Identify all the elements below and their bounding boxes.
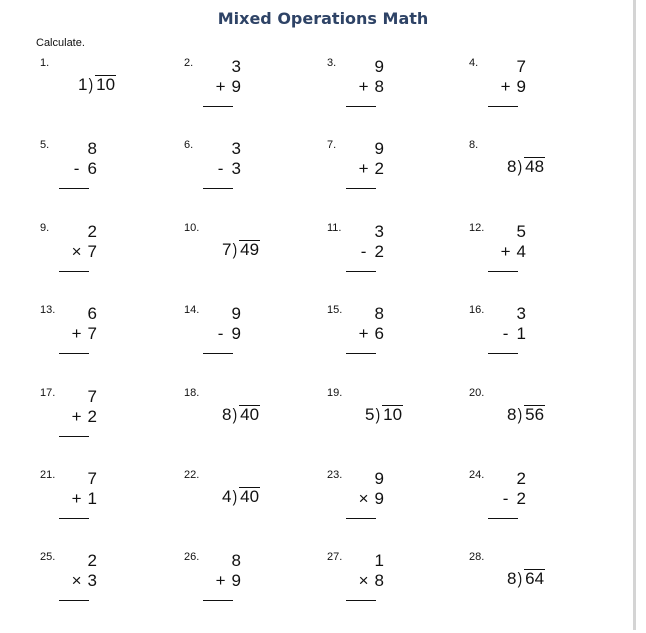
operator-line	[70, 489, 97, 509]
operator: ×	[71, 242, 82, 261]
answer-line[interactable]	[59, 353, 89, 354]
operator-line	[70, 242, 97, 262]
top-operand: 9	[374, 469, 384, 488]
problem-23	[327, 469, 437, 551]
bottom-operand: 9	[231, 77, 241, 96]
dividend: 10	[383, 405, 403, 424]
problem-number: 25.	[40, 551, 56, 563]
problem-number: 15.	[327, 304, 343, 316]
problem-3	[327, 57, 437, 139]
top-operand: 9	[374, 139, 384, 158]
problem-4	[469, 57, 579, 139]
problem-number: 26.	[184, 551, 200, 563]
top-operand: 1	[374, 551, 384, 570]
bottom-operand: 3	[231, 159, 241, 178]
problem-number: 21.	[40, 469, 56, 481]
problem-number: 23.	[327, 469, 343, 481]
answer-line[interactable]	[346, 271, 376, 272]
problem-10	[184, 222, 294, 304]
problem-number: 8.	[469, 139, 479, 151]
answer-line[interactable]	[346, 106, 376, 107]
operator: +	[71, 407, 82, 426]
operator: +	[358, 324, 369, 343]
problem-26	[184, 551, 294, 633]
problem-number: 27.	[327, 551, 343, 563]
problem-9	[40, 222, 150, 304]
bottom-operand: 1	[516, 324, 526, 343]
operator-line	[214, 159, 241, 179]
answer-line[interactable]	[59, 188, 89, 189]
operator-line	[357, 242, 384, 262]
operator: ×	[358, 571, 369, 590]
top-operand: 3	[231, 139, 241, 158]
long-division	[78, 75, 116, 95]
problem-14	[184, 304, 294, 386]
bottom-operand: 6	[374, 324, 384, 343]
operator-line	[499, 77, 526, 97]
problem-22	[184, 469, 294, 551]
bottom-operand: 2	[374, 242, 384, 261]
answer-line[interactable]	[203, 353, 233, 354]
answer-line[interactable]	[346, 600, 376, 601]
operator-line	[357, 324, 384, 344]
answer-line[interactable]	[203, 600, 233, 601]
operator: +	[215, 571, 226, 590]
bottom-operand: 9	[374, 489, 384, 508]
answer-line[interactable]	[59, 518, 89, 519]
top-operand: 2	[87, 551, 97, 570]
divisor: 8	[507, 569, 517, 588]
division-bracket-icon: )	[233, 240, 238, 259]
problem-21	[40, 469, 150, 551]
bottom-operand: 8	[374, 571, 384, 590]
operator-line	[499, 489, 526, 509]
top-operand: 8	[231, 551, 241, 570]
answer-line[interactable]	[488, 271, 518, 272]
operator-line	[357, 489, 384, 509]
division-bracket-icon: )	[233, 487, 238, 506]
problem-number: 5.	[40, 139, 50, 151]
top-operand: 9	[374, 57, 384, 76]
bottom-operand: 1	[87, 489, 97, 508]
answer-line[interactable]	[59, 271, 89, 272]
bottom-operand: 2	[516, 489, 526, 508]
long-division	[507, 569, 545, 589]
operator-line	[357, 571, 384, 591]
top-operand: 7	[516, 57, 526, 76]
top-operand: 7	[87, 469, 97, 488]
instructions: Calculate.	[36, 37, 85, 49]
answer-line[interactable]	[488, 106, 518, 107]
problem-11	[327, 222, 437, 304]
problem-6	[184, 139, 294, 221]
answer-line[interactable]	[488, 353, 518, 354]
bottom-operand: 2	[374, 159, 384, 178]
operator-line	[499, 242, 526, 262]
problem-number: 28.	[469, 551, 485, 563]
top-operand: 2	[87, 222, 97, 241]
problem-12	[469, 222, 579, 304]
problem-8	[469, 139, 579, 221]
long-division	[507, 405, 545, 425]
problem-7	[327, 139, 437, 221]
operator: -	[360, 242, 367, 261]
answer-line[interactable]	[59, 600, 89, 601]
bottom-operand: 3	[87, 571, 97, 590]
top-operand: 6	[87, 304, 97, 323]
top-operand: 3	[231, 57, 241, 76]
top-operand: 8	[87, 139, 97, 158]
dividend: 64	[525, 569, 545, 588]
bottom-operand: 7	[87, 242, 97, 261]
problem-28	[469, 551, 579, 633]
problem-number: 9.	[40, 222, 50, 234]
problem-number: 10.	[184, 222, 200, 234]
bottom-operand: 8	[374, 77, 384, 96]
top-operand: 7	[87, 387, 97, 406]
problem-17	[40, 387, 150, 469]
top-operand: 2	[516, 469, 526, 488]
operator: +	[358, 159, 369, 178]
dividend: 40	[240, 405, 260, 424]
operator: -	[502, 324, 509, 343]
problem-number: 2.	[184, 57, 194, 69]
answer-line[interactable]	[203, 188, 233, 189]
problem-number: 3.	[327, 57, 337, 69]
dividend: 40	[240, 487, 260, 506]
dividend: 49	[240, 240, 260, 259]
top-operand: 3	[516, 304, 526, 323]
operator: ×	[71, 571, 82, 590]
answer-line[interactable]	[346, 518, 376, 519]
problem-24	[469, 469, 579, 551]
bottom-operand: 7	[87, 324, 97, 343]
problem-number: 18.	[184, 387, 200, 399]
bottom-operand: 4	[516, 242, 526, 261]
long-division	[507, 157, 545, 177]
operator-line	[70, 571, 97, 591]
bottom-operand: 9	[231, 571, 241, 590]
divisor: 8	[222, 405, 232, 424]
divisor: 7	[222, 240, 232, 259]
division-bracket-icon: )	[518, 405, 523, 424]
answer-line[interactable]	[346, 353, 376, 354]
operator: +	[71, 324, 82, 343]
bottom-operand: 2	[87, 407, 97, 426]
operator: -	[217, 324, 224, 343]
top-operand: 5	[516, 222, 526, 241]
divisor: 1	[78, 75, 88, 94]
problem-27	[327, 551, 437, 633]
problem-number: 17.	[40, 387, 56, 399]
problem-number: 1.	[40, 57, 50, 69]
problem-number: 12.	[469, 222, 485, 234]
problem-number: 24.	[469, 469, 485, 481]
problem-number: 6.	[184, 139, 194, 151]
problem-1	[40, 57, 150, 139]
operator-line	[70, 159, 97, 179]
dividend: 48	[525, 157, 545, 176]
bottom-operand: 9	[231, 324, 241, 343]
divisor: 8	[507, 405, 517, 424]
divisor: 8	[507, 157, 517, 176]
answer-line[interactable]	[203, 106, 233, 107]
division-bracket-icon: )	[518, 569, 523, 588]
operator-line	[70, 324, 97, 344]
problem-19	[327, 387, 437, 469]
operator: +	[500, 242, 511, 261]
problem-16	[469, 304, 579, 386]
page-edge	[633, 0, 636, 630]
bottom-operand: 6	[87, 159, 97, 178]
operator: -	[217, 159, 224, 178]
dividend: 56	[525, 405, 545, 424]
answer-line[interactable]	[346, 188, 376, 189]
problem-25	[40, 551, 150, 633]
problem-5	[40, 139, 150, 221]
divisor: 4	[222, 487, 232, 506]
long-division	[222, 240, 260, 260]
operator: +	[215, 77, 226, 96]
operator-line	[214, 77, 241, 97]
operator: ×	[358, 489, 369, 508]
operator-line	[214, 324, 241, 344]
problem-2	[184, 57, 294, 139]
operator: +	[358, 77, 369, 96]
problem-20	[469, 387, 579, 469]
operator: +	[500, 77, 511, 96]
problem-number: 13.	[40, 304, 56, 316]
dividend: 10	[96, 75, 116, 94]
problem-15	[327, 304, 437, 386]
operator-line	[357, 159, 384, 179]
answer-line[interactable]	[488, 518, 518, 519]
problem-number: 19.	[327, 387, 343, 399]
division-bracket-icon: )	[518, 157, 523, 176]
division-bracket-icon: )	[233, 405, 238, 424]
problem-number: 20.	[469, 387, 485, 399]
worksheet-title: Mixed Operations Math	[217, 9, 429, 28]
division-bracket-icon: )	[376, 405, 381, 424]
operator-line	[499, 324, 526, 344]
answer-line[interactable]	[59, 436, 89, 437]
operator-line	[70, 407, 97, 427]
operator-line	[214, 571, 241, 591]
long-division	[222, 405, 260, 425]
operator: -	[73, 159, 80, 178]
top-operand: 8	[374, 304, 384, 323]
problem-number: 14.	[184, 304, 200, 316]
long-division	[365, 405, 403, 425]
problem-number: 16.	[469, 304, 485, 316]
problem-18	[184, 387, 294, 469]
problem-number: 22.	[184, 469, 200, 481]
bottom-operand: 9	[516, 77, 526, 96]
divisor: 5	[365, 405, 375, 424]
problem-number: 11.	[327, 222, 342, 234]
operator-line	[357, 77, 384, 97]
long-division	[222, 487, 260, 507]
problem-number: 4.	[469, 57, 479, 69]
operator: +	[71, 489, 82, 508]
division-bracket-icon: )	[89, 75, 94, 94]
operator: -	[502, 489, 509, 508]
top-operand: 3	[374, 222, 384, 241]
problem-13	[40, 304, 150, 386]
top-operand: 9	[231, 304, 241, 323]
problem-number: 7.	[327, 139, 337, 151]
